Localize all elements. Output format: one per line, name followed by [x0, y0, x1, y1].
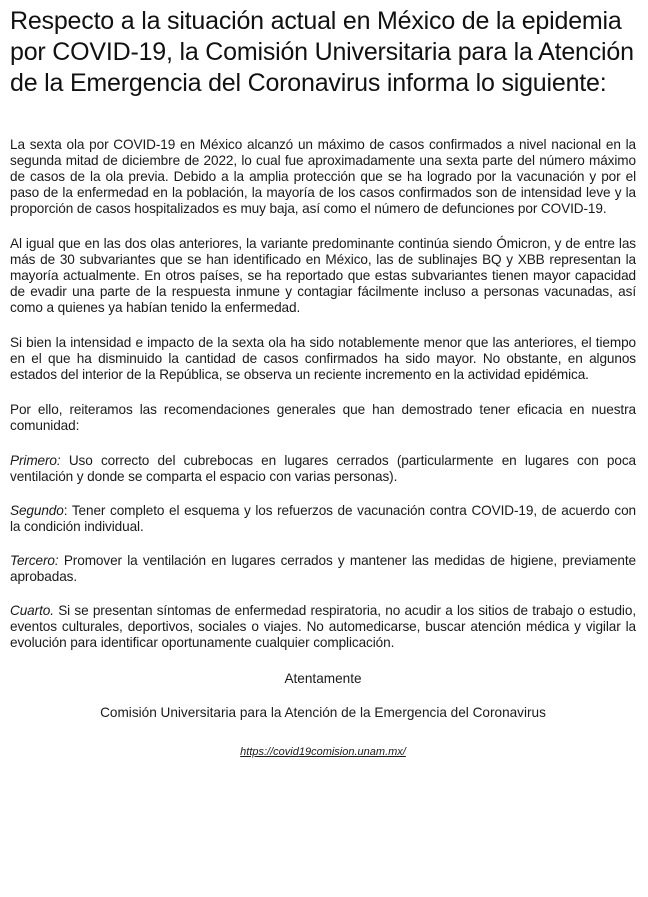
recommendation-text: Promover la ventilación en lugares cerrados y mantener las medidas de higiene, previamente aprobadas.	[10, 553, 636, 584]
paragraph-recommendations-intro: Por ello, reiteramos las recomendaciones generales que han demostrado tener eficacia en nuestra comunidad:	[10, 402, 636, 433]
document-body	[10, 137, 636, 651]
recommendation-third	[10, 553, 636, 585]
organization-name: Comisión Universitaria para la Atención de la Emergencia del Coronavirus	[100, 705, 546, 720]
recommendation-text: : Tener completo el esquema y los refuerzos de vacunación contra COVID-19, de acuerdo con la condición individual.	[10, 503, 636, 534]
recommendation-text: Si se presentan síntomas de enfermedad respiratoria, no acudir a los sitios de trabajo o estudio, eventos culturales, deportivos, sociales o viajes. No automedicarse, buscar atención médica y vigilar la evolución para identificar oportunamente cualquier complicación.	[10, 603, 636, 650]
recommendation-first	[10, 453, 636, 485]
website-link[interactable]: https://covid19comision.unam.mx/	[240, 746, 406, 758]
paragraph-sixth-wave: La sexta ola por COVID-19 en México alcanzó un máximo de casos confirmados a nivel nacional en la segunda mitad de diciembre de 2022, lo cual fue aproximadamente una sexta parte del número máximo de casos de la ola previa. Debido a la amplia protección que se ha logrado por la vacunación y por el paso de la enfermedad en la población, la mayoría de los casos confirmados son de intensidad leve y la proporción de casos hospitalizados es muy baja, así como el número de defunciones por COVID-19.	[10, 137, 636, 216]
recommendation-fourth	[10, 603, 636, 651]
signoff	[10, 671, 636, 760]
closing-text: Atentamente	[284, 671, 362, 686]
recommendation-lead: Cuarto.	[10, 603, 54, 618]
recommendation-text: Uso correcto del cubrebocas en lugares cerrados (particularmente en lugares con poca ventilación y donde se comparta el espacio con varias personas).	[10, 453, 636, 484]
recommendation-lead: Segundo	[10, 503, 64, 518]
paragraph-intensity: Si bien la intensidad e impacto de la sexta ola ha sido notablemente menor que las anteriores, el tiempo en el que ha disminuido la cantidad de casos confirmados ha sido mayor. No obstante, en algunos estados del interior de la República, se observa un reciente incremento en la actividad epidémica.	[10, 335, 636, 382]
page-title: Respecto a la situación actual en México de la epidemia por COVID-19, la Comisión Universitaria para la Atención de la Emergencia del Coronavirus informa lo siguiente:	[10, 7, 634, 97]
recommendation-lead: Tercero:	[10, 553, 59, 568]
recommendation-lead: Primero:	[10, 453, 61, 468]
recommendation-second	[10, 503, 636, 535]
paragraph-variants: Al igual que en las dos olas anteriores, la variante predominante continúa siendo Ómicron, y de entre las más de 30 subvariantes que se han identificado en México, las de sublinajes BQ y XBB representan la mayoría actualmente. En otros países, se ha reportado que estas subvariantes tienen mayor capacidad de evadir una parte de la respuesta inmune y contagiar fácilmente incluso a personas vacunadas, así como a quienes ya habían tenido la enfermedad.	[10, 236, 636, 315]
